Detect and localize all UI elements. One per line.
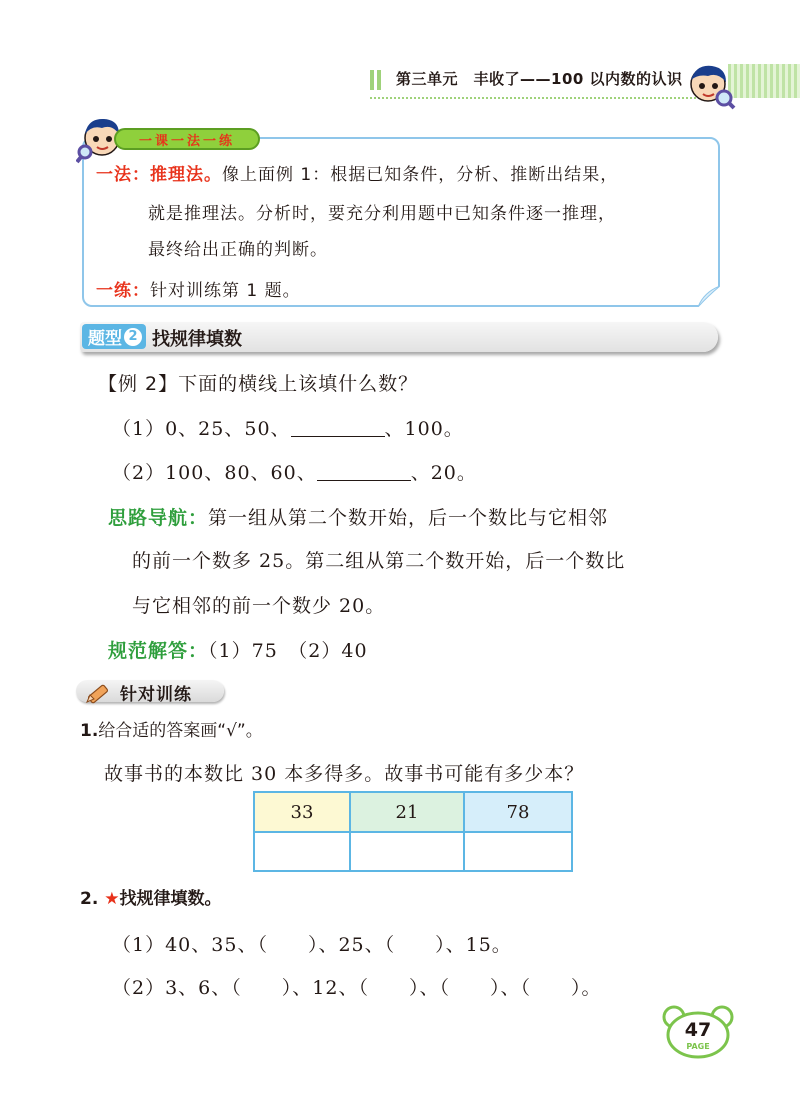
question-1-number: 1.: [80, 721, 99, 741]
mascot-magnifier-icon: [686, 62, 736, 110]
hint-key: 思路导航：: [108, 507, 209, 529]
training-label: 针对训练: [120, 685, 192, 705]
choice-value-cell: 33: [254, 792, 350, 832]
method-line-3: 最终给出正确的判断。: [148, 240, 328, 260]
example-item-1-suffix: 、100。: [384, 418, 464, 440]
example-item-2: [112, 458, 477, 485]
check-mark-cell[interactable]: [254, 832, 350, 871]
unit-title: 第三单元 丰收了——100 以内数的认识: [396, 70, 683, 88]
question-2-number: 2.: [80, 889, 99, 909]
answer-choice-table: [253, 791, 573, 872]
method-key: 一法：: [96, 165, 150, 185]
answer-line: [108, 636, 368, 663]
question-1-text: 给合适的答案画“√”。: [98, 721, 263, 741]
question-1: [80, 716, 263, 741]
page-label: PAGE: [686, 1042, 710, 1051]
page-curl-decoration: [698, 286, 720, 307]
example-item-2-prefix: （2）100、80、60、: [112, 462, 317, 484]
method-text-1: 像上面例 1：根据已知条件，分析、推断出结果，: [222, 165, 619, 185]
page-number-badge: [662, 1003, 734, 1059]
section-badge: [82, 324, 146, 349]
example-item-1: [112, 414, 464, 441]
answer-key: 规范解答：: [108, 640, 209, 662]
practice-key: 一练：: [96, 281, 150, 301]
star-icon: ★: [104, 889, 120, 909]
practice-text: 针对训练第 1 题。: [150, 281, 301, 301]
choice-value-cell: 78: [464, 792, 572, 832]
question-2: [80, 884, 221, 909]
page-number: 47: [684, 1019, 712, 1041]
pencil-icon: [84, 676, 112, 704]
choice-value-cell: 21: [350, 792, 464, 832]
example-item-2-suffix: 、20。: [410, 462, 477, 484]
question-1-story: 故事书的本数比 30 本多得多。故事书可能有多少本？: [104, 763, 585, 785]
one-lesson-tag: 一课一法一练: [114, 128, 260, 150]
header-decor-strip: [728, 64, 800, 98]
answer-text: （1）75 （2）40: [208, 640, 368, 662]
header-divider-bars: [370, 70, 386, 92]
hint-line-1: [108, 503, 608, 530]
practice-line: [96, 276, 301, 301]
example-item-1-prefix: （1）0、25、50、: [112, 418, 291, 440]
hint-text-1: 第一组从第二个数开始，后一个数比与它相邻: [208, 507, 609, 529]
hint-line-2: 的前一个数多 25。第二组从第二个数开始，后一个数比: [132, 550, 626, 572]
answer-blank[interactable]: [317, 464, 411, 481]
section-title: 找规律填数: [152, 329, 242, 350]
question-2-text: 找规律填数。: [119, 889, 222, 909]
method-name: 推理法。: [150, 165, 222, 185]
question-2-item-2: （2）3、6、（ ）、12、（ ）、（ ）、（ ）。: [112, 977, 602, 999]
example-label: 【例 2】: [98, 373, 179, 395]
check-mark-cell[interactable]: [350, 832, 464, 871]
example-question-text: 下面的横线上该填什么数？: [178, 373, 419, 395]
answer-blank[interactable]: [291, 420, 385, 437]
hint-line-3: 与它相邻的前一个数少 20。: [132, 595, 386, 617]
method-line-2: 就是推理法。分析时，要充分利用题中已知条件逐一推理，: [148, 204, 616, 224]
method-line-1: [96, 160, 618, 185]
check-mark-cell[interactable]: [464, 832, 572, 871]
example-question: [98, 369, 418, 396]
section-badge-label: 题型: [88, 329, 122, 349]
section-badge-number: 2: [124, 328, 142, 346]
question-2-item-1: （1）40、35、（ ）、25、（ ）、15。: [112, 934, 512, 956]
header-dotted-rule: [370, 97, 720, 99]
